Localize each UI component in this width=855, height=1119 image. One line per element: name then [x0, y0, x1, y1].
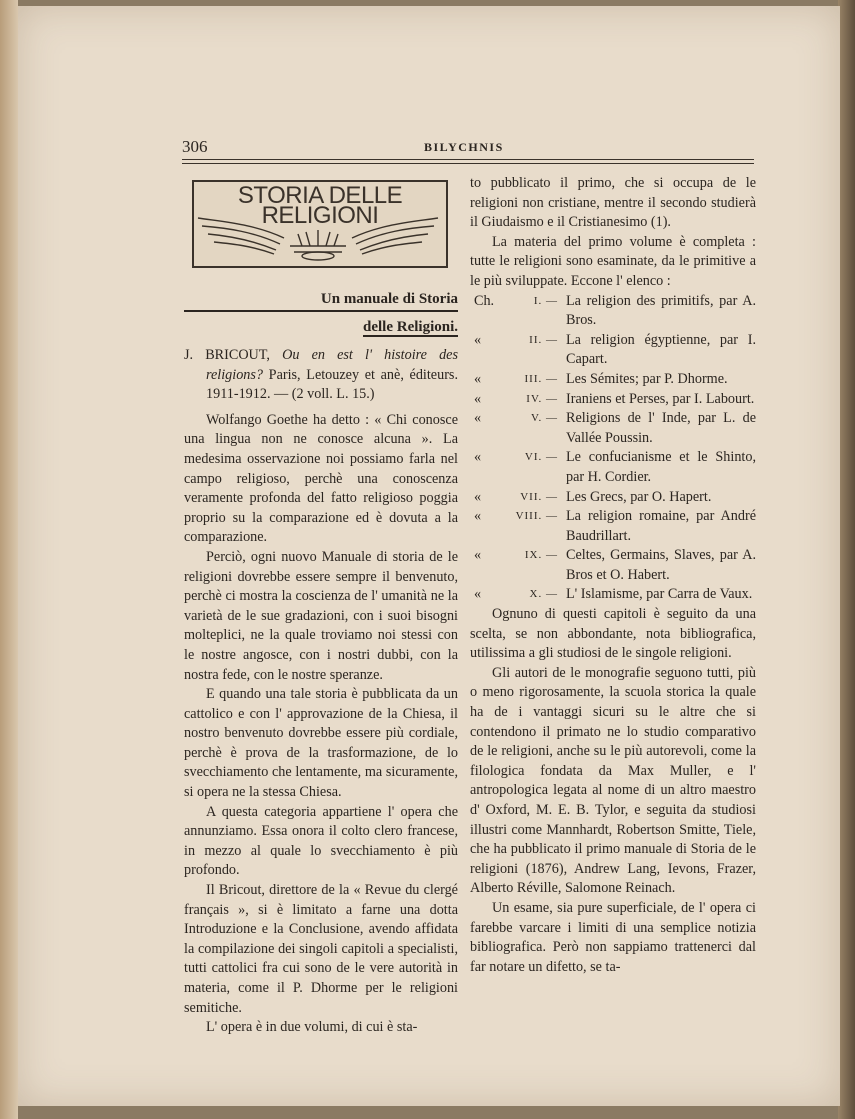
chapter-item [470, 448, 756, 487]
chapter-text: Iraniens et Perses, par I. Labourt. [566, 390, 755, 407]
chapter-number: VI. — [524, 451, 558, 464]
chapter-number: III. — [524, 372, 558, 385]
chapter-number: V. — [530, 412, 558, 425]
header-rule [182, 159, 754, 160]
chapter-marker: « [474, 370, 482, 387]
chapter-text: Celtes, Germains, Slaves, par A. Bros et O. Habert. [566, 547, 756, 583]
chapter-number: VIII. — [515, 510, 558, 523]
chapter-text: Religions de l' Inde, par L. de Vallée Poussin. [566, 410, 756, 446]
paragraph: to pubblicato il primo, che si occupa de le religioni non cristiane, mentre il secondo studierà il Giudaismo e il Cristianesimo (1). [470, 175, 756, 231]
chapter-text: Les Sémites; par P. Dhorme. [566, 370, 728, 387]
chapter-item [470, 370, 756, 390]
chapter-item [470, 390, 756, 410]
article-title [184, 288, 458, 338]
chapter-marker: « [474, 508, 482, 525]
chapter-number: IV. — [526, 392, 558, 405]
chapter-item [470, 409, 756, 448]
chapter-number: X. — [529, 588, 558, 601]
chapter-item [470, 488, 756, 508]
chapter-list [470, 292, 756, 606]
article-title-line1: Un manuale di Storia [184, 288, 458, 312]
chapter-item [470, 292, 756, 331]
chapter-number: VII. — [520, 490, 558, 503]
paragraph: A questa categoria appartiene l' opera che annunziamo. Essa onora il colto clero francese, in mezzo al quale lo svecchiamento è più profondo. [184, 803, 458, 879]
article-title-line2: delle Religioni. [363, 319, 458, 335]
chapter-text: Les Grecs, par O. Hapert. [566, 488, 712, 505]
paragraph: L' opera è in due volumi, di cui è sta- [206, 1019, 418, 1036]
header-rule-thin [182, 163, 754, 164]
chapter-item [470, 507, 756, 546]
bibliographic-citation [184, 346, 458, 405]
chapter-text: La religion des primitifs, par A. Bros. [566, 292, 756, 329]
paragraph: Ognuno di questi capitoli è seguito da una scelta, se non abbondante, nota bibliografica, utilissima a gli studiosi de le singole religioni. [470, 606, 756, 662]
chapter-item [470, 331, 756, 370]
paragraph: Il Bricout, direttore de la « Revue du clergé français », si è limitato a farne una dotta Introduzione e la Conclusione, avendo affidata la compilazione dei singoli capitoli a specialisti, tutti cattolici fra cui sono de le vere autorità in materia, come il P. Dhorme per le religioni semitiche. [184, 882, 458, 1016]
chapter-number: II. — [529, 333, 558, 346]
book-edge-left [0, 0, 18, 1119]
chapter-marker: Ch. [474, 292, 495, 309]
chapter-number: I. — [533, 294, 558, 307]
citation-author: J. BRICOUT, [184, 347, 283, 363]
book-edge-right [838, 0, 855, 1119]
page-number: 306 [182, 137, 208, 156]
paragraph: La materia del primo volume è completa : tutte le religioni sono esaminate, da le primitive a le più sviluppate. Eccone l' elenco : [470, 233, 756, 289]
paragraph: Perciò, ogni nuovo Manuale di storia de le religioni dovrebbe essere sempre il benvenuto, perchè ci mostra la coscienza de l' umanità ne la varietà de le sue gradazioni, con i suoi bisogni molteplici, ne la quale troviamo noi stessi con le nostre angosce, con i nostri dubbi, con la nostra fede, con le nostre speranze. [184, 548, 458, 683]
chapter-text: La religion romaine, par André Baudrillart. [566, 508, 756, 544]
left-column [184, 180, 458, 1038]
citation-work: Ou en est l' histoire des religions? [206, 347, 458, 383]
citation-details: Paris, Letouzey et anè, éditeurs. 1911-1912. — (2 voll. L. 15.) [206, 366, 458, 403]
chapter-marker: « [474, 586, 482, 603]
chapter-marker: « [474, 449, 482, 466]
chapter-item [470, 546, 756, 585]
chapter-marker: « [474, 390, 482, 407]
chapter-marker: « [474, 331, 482, 348]
chapter-text: Le confucianisme et le Shinto, par H. Cordier. [566, 449, 756, 485]
chapter-marker: « [474, 488, 482, 505]
running-title: BILYCHNIS [424, 140, 504, 154]
chapter-marker: « [474, 410, 482, 427]
section-banner [192, 180, 448, 268]
chapter-text: La religion égyptienne, par I. Capart. [566, 331, 756, 368]
running-head [18, 137, 840, 157]
chapter-marker: « [474, 547, 482, 564]
paragraph: E quando una tale storia è pubblicata da un cattolico e con l' approvazione de la Chiesa, il nostro benvenuto dovrebbe essere più cordiale, perchè è prova de la trasformazione, de lo svecchiamento che lentamente, ma sicuramente, si opera ne la stessa Chiesa. [184, 686, 458, 801]
chapter-item [470, 585, 756, 605]
chapter-number: IX. — [524, 549, 558, 562]
paragraph: Wolfango Goethe ha detto : « Chi conosce una lingua non ne conosce alcuna ». La medesima osservazione noi possiamo farla nel campo religioso, perchè una conoscenza veramente profonda del fatto religioso poggia proprio su la comparazione ed è dovuta a la comparazione. [184, 411, 458, 546]
paragraph: Un esame, sia pure superficiale, de l' opera ci farebbe varcare i limiti di una semplice notizia bibliografica. Però non sappiamo trattenerci dal far notare un difetto, se ta- [470, 899, 756, 975]
chapter-text: L' Islamisme, par Carra de Vaux. [566, 586, 753, 603]
paragraph: Gli autori de le monografie seguono tutti, più o meno rigorosamente, la scuola storica la quale ha de i vantaggi sicuri su le altre che si contendono il primato ne lo studio comparativo de le religioni, anche su le più autorevoli, come la filologica fondata da Max Muller, e l' antropologica legata al nome di un altro maestro d' Oxford, M. E. B. Tylor, e seguita da studiosi illustri come Mannhardt, Robertson Smitte, Tiele, che ha pubblicato il primo manuale di Storia de le religioni (1876), Andrew Lang, Ievons, Frazer, Alberto Réville, Salomone Reinach. [470, 664, 756, 897]
right-column [470, 174, 756, 977]
banner-title: STORIA DELLE RELIGIONI [237, 182, 403, 229]
winged-ornament-icon [194, 216, 442, 262]
book-page [18, 6, 840, 1106]
